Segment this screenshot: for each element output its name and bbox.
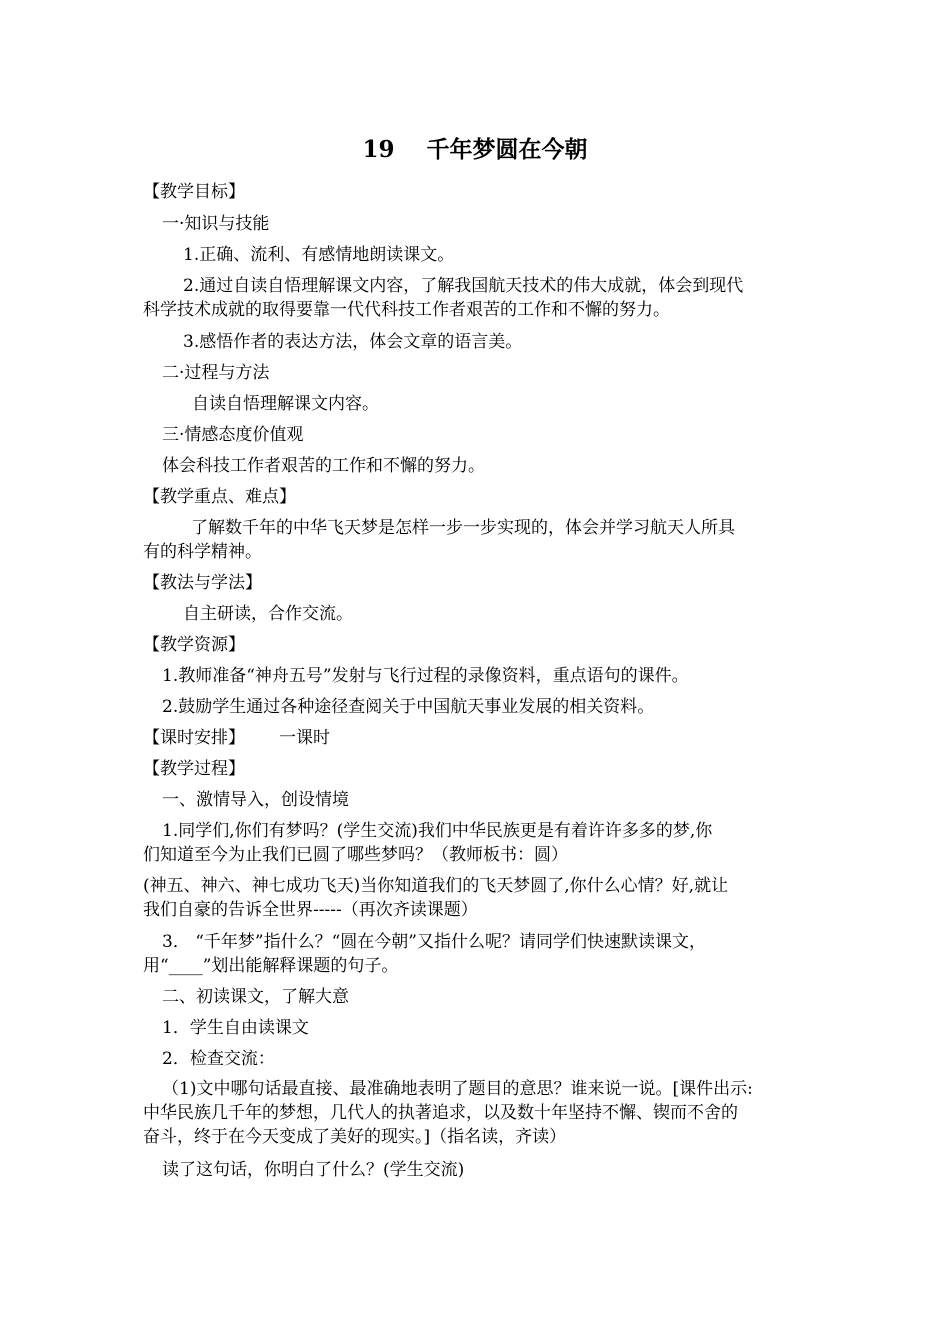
- method-heading: 【教法与学法】: [143, 573, 262, 593]
- step1-item2-line1: (神五、神六、神七成功飞天)当你知道我们的飞天梦圆了,你什么心情？好,就让: [143, 876, 729, 896]
- resource-heading: 【教学资源】: [143, 635, 245, 655]
- key-text-line1: 了解数千年的中华飞天梦是怎样一步一步实现的，体会并学习航天人所具: [191, 518, 735, 538]
- goal1-item1: 1.正确、流利、有感情地朗读课文。: [183, 245, 455, 265]
- step1-item2-line2: 我们自豪的告诉全世界-----（再次齐读课题）: [143, 900, 478, 920]
- schedule-heading: 【课时安排】: [143, 728, 245, 748]
- goal2-heading: 二·过程与方法: [162, 363, 270, 383]
- goal1-heading: 一·知识与技能: [162, 214, 270, 234]
- step2-sub2: 读了这句话，你明白了什么？(学生交流): [162, 1160, 465, 1180]
- step1-item3: [143, 930, 809, 978]
- teaching-goals-heading: 【教学目标】: [143, 182, 245, 202]
- resource-item2: 2.鼓励学生通过各种途径查阅关于中国航天事业发展的相关资料。: [162, 697, 655, 717]
- method-text: 自主研读，合作交流。: [183, 604, 353, 624]
- goal2-text: 自读自悟理解课文内容。: [192, 394, 379, 414]
- step1-item1: [143, 819, 809, 867]
- step1-item1-line2: 们知道至今为止我们已圆了哪些梦吗？（教师板书：圆）: [143, 845, 568, 865]
- step1-heading: 一、激情导入，创设情境: [162, 790, 349, 810]
- step1-item3-line2: 用“____”划出能解释课题的句子。: [143, 956, 399, 976]
- key-difficulty-heading: 【教学重点、难点】: [143, 487, 296, 507]
- goal1-item2: [143, 274, 809, 322]
- step2-sub1-line3: 奋斗，终于在今天变成了美好的现实。]（指名读，齐读）: [143, 1127, 567, 1147]
- goal1-item2-line1: 2.通过自读自悟理解课文内容，了解我国航天技术的伟大成就，体会到现代: [183, 276, 744, 296]
- page-title: 19 千年梦圆在今朝: [362, 136, 588, 163]
- step1-item2: [143, 874, 809, 922]
- step2-sub1: [143, 1077, 809, 1149]
- step1-item1-line1: 1.同学们,你们有梦吗？(学生交流)我们中华民族更是有着许许多多的梦,你: [162, 821, 713, 841]
- step2-item2: 2．检查交流：: [162, 1049, 275, 1069]
- goal1-item2-line2: 科学技术成就的取得要靠一代代科技工作者艰苦的工作和不懈的努力。: [143, 300, 670, 320]
- step2-item1: 1．学生自由读课文: [162, 1018, 309, 1038]
- key-difficulty-text: [143, 516, 809, 564]
- step2-heading: 二、初读课文，了解大意: [162, 987, 349, 1007]
- goal3-text: 体会科技工作者艰苦的工作和不懈的努力。: [162, 456, 485, 476]
- goal3-heading: 三·情感态度价值观: [162, 425, 304, 445]
- goal1-item3: 3.感悟作者的表达方法，体会文章的语言美。: [183, 332, 523, 352]
- schedule-value: 一课时: [279, 728, 330, 748]
- step2-sub1-line1: （1)文中哪句话最直接、最准确地表明了题目的意思？谁来说一说。[课件出示:: [162, 1079, 753, 1099]
- resource-item1: 1.教师准备“神舟五号”发射与飞行过程的录像资料，重点语句的课件。: [162, 666, 689, 686]
- step1-item3-line1: 3． “千年梦”指什么？“圆在今朝”又指什么呢？请同学们快速默读课文，: [162, 932, 706, 952]
- step2-sub1-line2: 中华民族几千年的梦想，几代人的执著追求，以及数十年坚持不懈、锲而不舍的: [143, 1103, 738, 1123]
- process-heading: 【教学过程】: [143, 759, 245, 779]
- key-text-line2: 有的科学精神。: [143, 542, 262, 562]
